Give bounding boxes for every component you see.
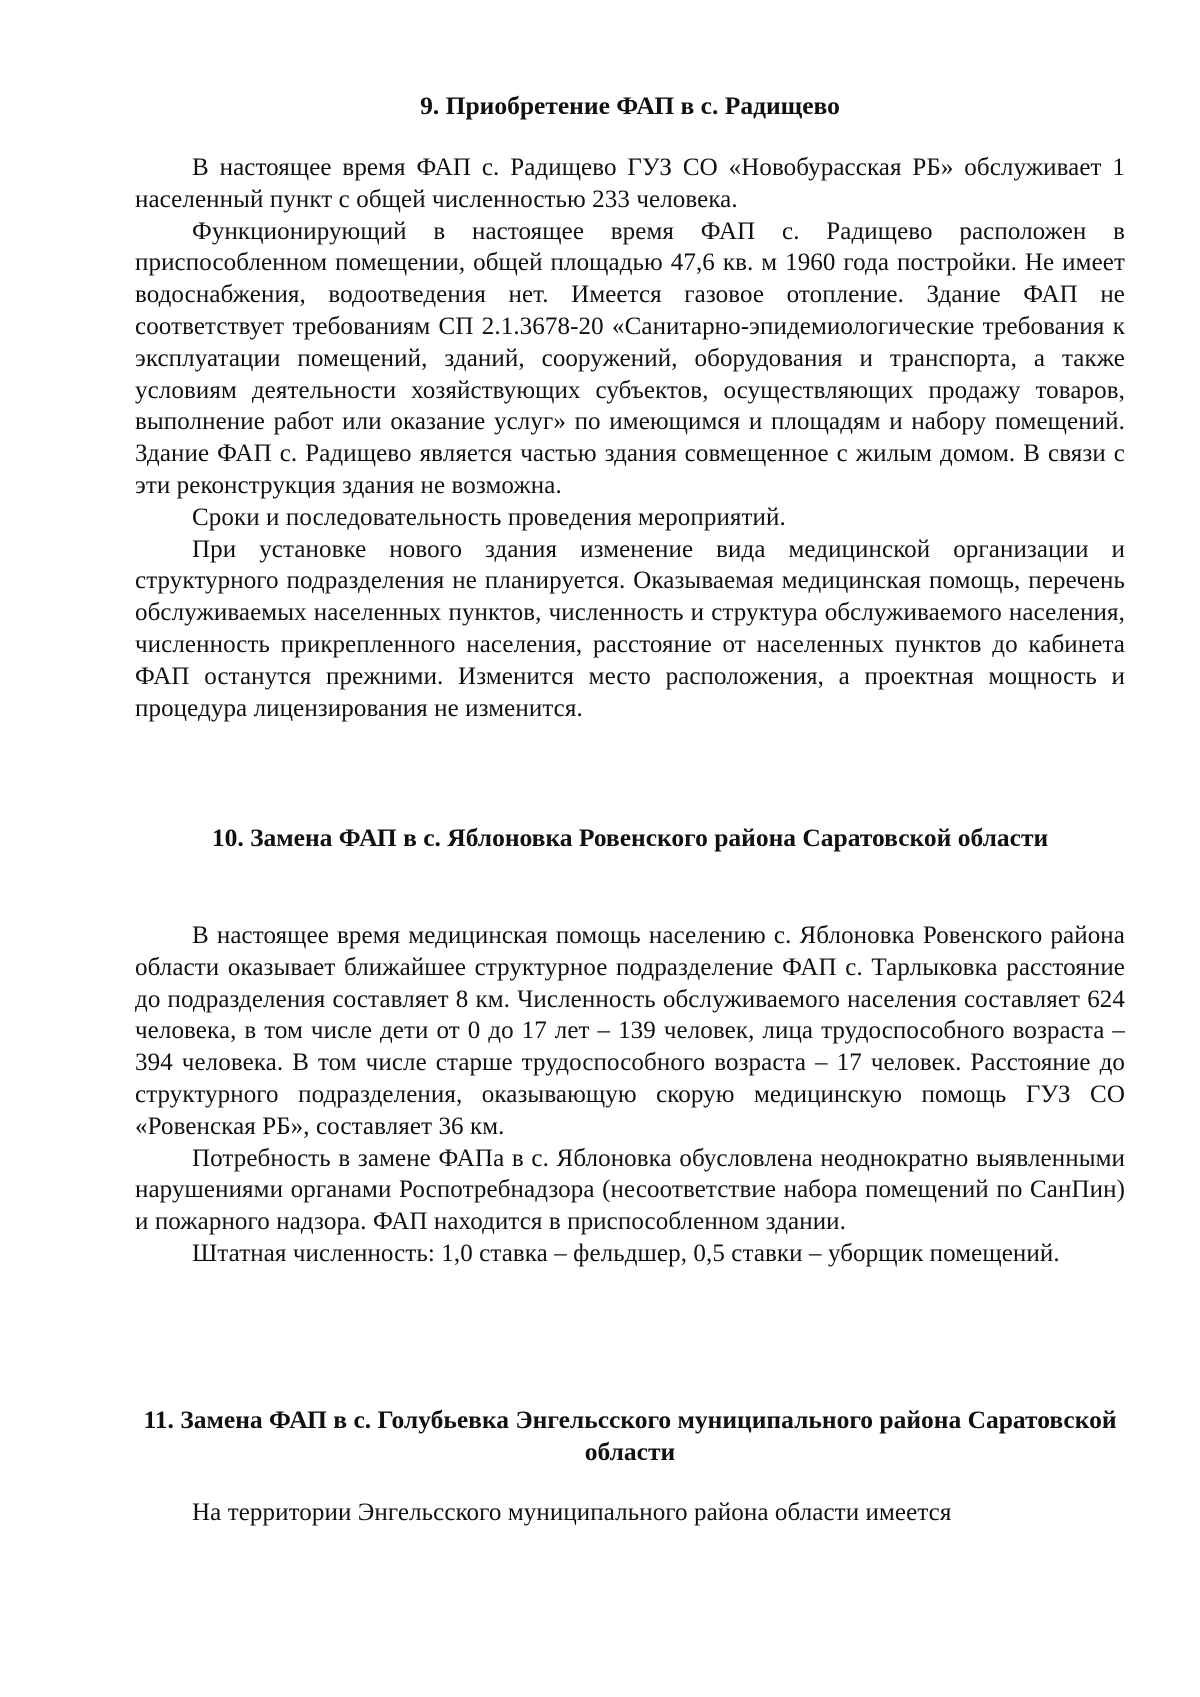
paragraph: В настоящее время медицинская помощь населению с. Яблоновка Ровенского района области оказывает ближайшее структурное подразделение ФАП с. Тарлыковка расстояние до подразделения составляет 8 км. Численность обслуживаемого населения составляет 624 человека, в том числе дети от 0 до 17 лет – 139 человек, лица трудоспособного возраста – 394 человека. В том числе старше трудоспособного возраста – 17 человек. Расстояние до структурного подразделения, оказывающую скорую медицинскую помощь ГУЗ СО «Ровенская РБ», составляет 36 км. (135, 922, 1125, 1140)
paragraph: На территории Энгельсского муниципального района области имеется (192, 1499, 952, 1526)
section-10-body (135, 920, 1125, 1270)
section-11-heading: 11. Замена ФАП в с. Голубьевка Энгельсского муниципального района Саратовской области (143, 1405, 1117, 1466)
paragraph: В настоящее время ФАП с. Радищево ГУЗ СО «Новобурасская РБ» обслуживает 1 населенный пункт с общей численностью 233 человека. (135, 154, 1125, 213)
paragraph: Сроки и последовательность проведения мероприятий. (192, 503, 786, 531)
section-11-body (135, 1497, 1125, 1529)
section-9-heading: 9. Приобретение ФАП в с. Радищево (420, 91, 840, 120)
section-9-body (135, 152, 1125, 724)
paragraph: Функционирующий в настоящее время ФАП с. Радищево расположен в приспособленном помещении, общей площадью 47,6 кв. м 1960 года постройки. Не имеет водоснабжения, водоотведения нет. Имеется газовое отопление. Здание ФАП не соответствует требованиям СП 2.1.3678-20 «Санитарно-эпидемиологические требования к эксплуатации помещений, зданий, сооружений, оборудования и транспорта, а также условиям деятельности хозяйствующих субъектов, осуществляющих продажу товаров, выполнение работ или оказание услуг» по имеющимся и площадям и набору помещений. Здание ФАП с. Радищево является частью здания совмещенное с жилым домом. В связи с эти реконструкция здания не возможна. (135, 217, 1125, 499)
paragraph: При установке нового здания изменение вида медицинской организации и структурного подразделения не планируется. Оказываемая медицинская помощь, перечень обслуживаемых населенных пунктов, численность и структура обслуживаемого населения, численность прикрепленного населения, расстояние от населенных пунктов до кабинета ФАП останутся прежними. Изменится место расположения, а проектная мощность и процедура лицензирования не изменится. (135, 535, 1125, 722)
paragraph: Штатная численность: 1,0 ставка – фельдшер, 0,5 ставки – уборщик помещений. (192, 1239, 1060, 1267)
paragraph: Потребность в замене ФАПа в с. Яблоновка обусловлена неоднократно выявленными нарушениями органами Роспотребнадзора (несоответствие набора помещений по СанПин) и пожарного надзора. ФАП находится в приспособленном здании. (135, 1144, 1125, 1236)
section-10-heading: 10. Замена ФАП в с. Яблоновка Ровенского района Саратовской области (211, 823, 1049, 852)
